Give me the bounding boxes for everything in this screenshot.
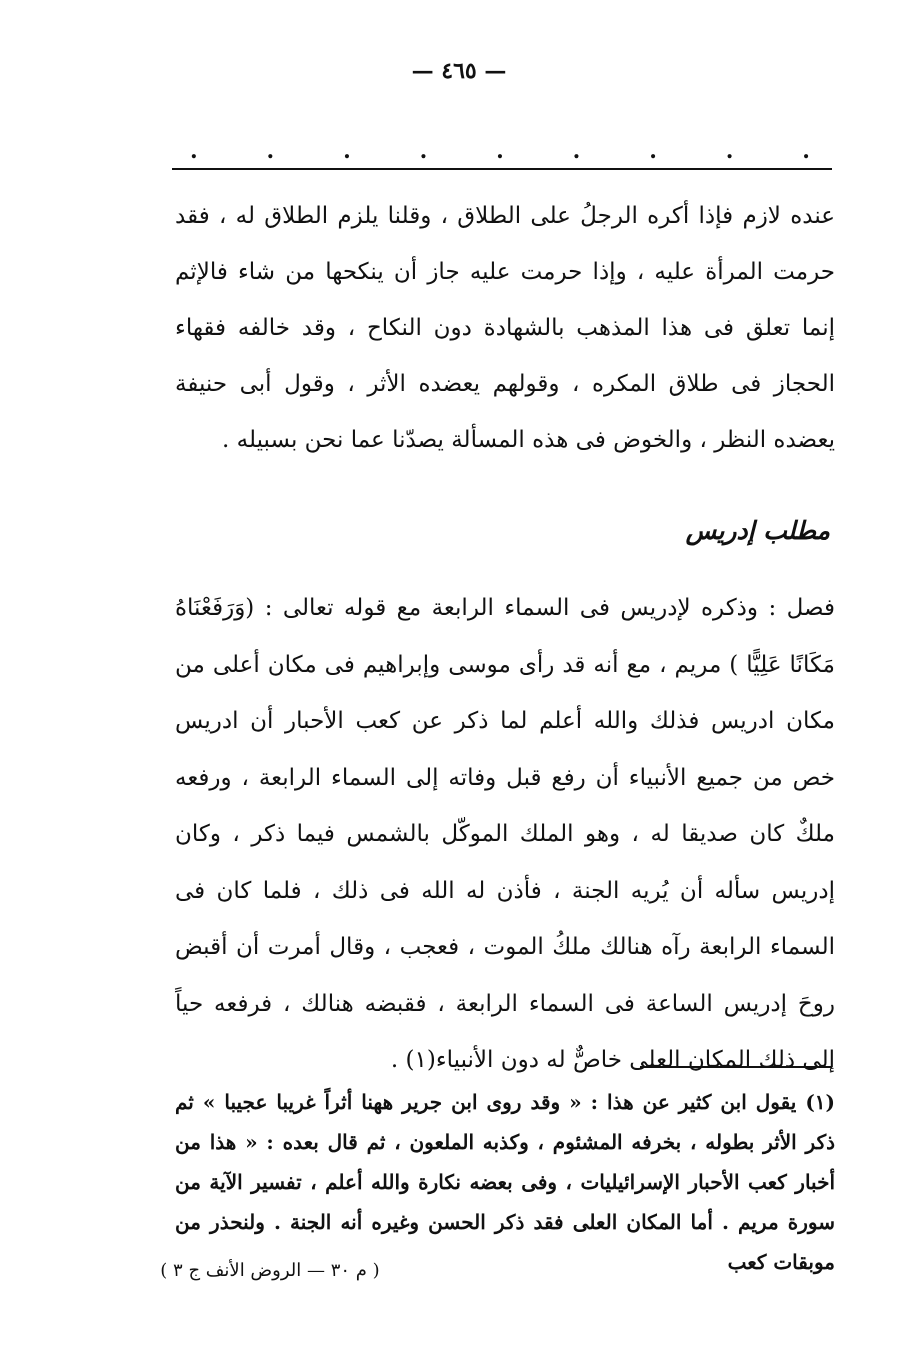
- ornament-dot-row: [190, 138, 810, 164]
- page-number: — ٤٦٥ —: [411, 58, 507, 84]
- signature-mark: ( م ٣٠ — الروض الأنف ج ٣ ): [160, 1260, 380, 1281]
- top-divider: [172, 168, 832, 170]
- ornament-dot: .: [190, 138, 198, 164]
- section-paragraph: فصل : وذكره لإدريس فى السماء الرابعة مع قوله تعالى : (وَرَفَعْنَاهُ مَكَانًا عَلِيًّا ) مريم ، مع أنه قد رأى موسى وإبراهيم فى مكان أعلى من مكان ادريس فذلك والله أعلم لما ذكر عن كعب الأحبار أن ادريس خص من جميع الأنبياء أن رفع قبل وفاته إلى السماء الرابعة ، ورفعه ملكٌ كان صديقا له ، وهو الملك الموكّل بالشمس فيما ذكر ، وكان إدريس سأله أن يُريه الجنة ، فأذن له الله فى ذلك ، فلما كان فى السماء الرابعة رآه هنالك ملكُ الموت ، فعجب ، وقال أمرت أن أقبض روحَ إدريس الساعة فى السماء الرابعة ، فقبضه هنالك ، فرفعه حياً إلى ذلك المكان العلى خاصٌّ له دون الأنبياء(١) .: [175, 595, 835, 1073]
- ornament-dot: .: [496, 138, 504, 164]
- intro-paragraph: عنده لازم فإذا أكره الرجلُ على الطلاق ، وقلنا يلزم الطلاق له ، فقد حرمت المرأة عليه ، وإذا حرمت عليه جاز أن ينكحها من شاء فالإثم إنما تعلق فى هذا المذهب بالشهادة دون النكاح ، وقد خالفه فقهاء الحجاز فى طلاق المكره ، وقولهم يعضده الأثر ، وقول أبى حنيفة يعضده النظر ، والخوض فى هذه المسألة يصدّنا عما نحن بسبيله .: [175, 203, 835, 453]
- intro-paragraph-block: [175, 188, 835, 468]
- ornament-dot: .: [343, 138, 351, 164]
- footnote-text: (١) يقول ابن كثير عن هذا : « وقد روى ابن جرير ههنا أثراً غريبا عجيبا » ثم ذكر الأثر بطوله ، بخرفه المشئوم ، وكذبه الملعون ، ثم قال بعده : « هذا من أخبار كعب الأحبار الإسرائيليات ، وفى بعضه نكارة والله أعلم ، تفسير الآية من سورة مريم . أما المكان العلى فقد ذكر الحسن وغيره أنه الجنة . ولنحذر من موبقات كعب: [175, 1090, 835, 1274]
- footnote-block: [175, 1082, 835, 1282]
- ornament-dot: .: [572, 138, 581, 164]
- ornament-dot: .: [802, 138, 810, 164]
- ornament-dot: .: [725, 138, 734, 164]
- ornament-dot: .: [419, 138, 428, 164]
- section-heading: مطلب إدريس: [685, 516, 830, 545]
- ornament-dot: .: [266, 138, 275, 164]
- section-body: [175, 580, 835, 1089]
- ornament-dot: .: [649, 138, 657, 164]
- footnote-divider: [640, 1066, 832, 1068]
